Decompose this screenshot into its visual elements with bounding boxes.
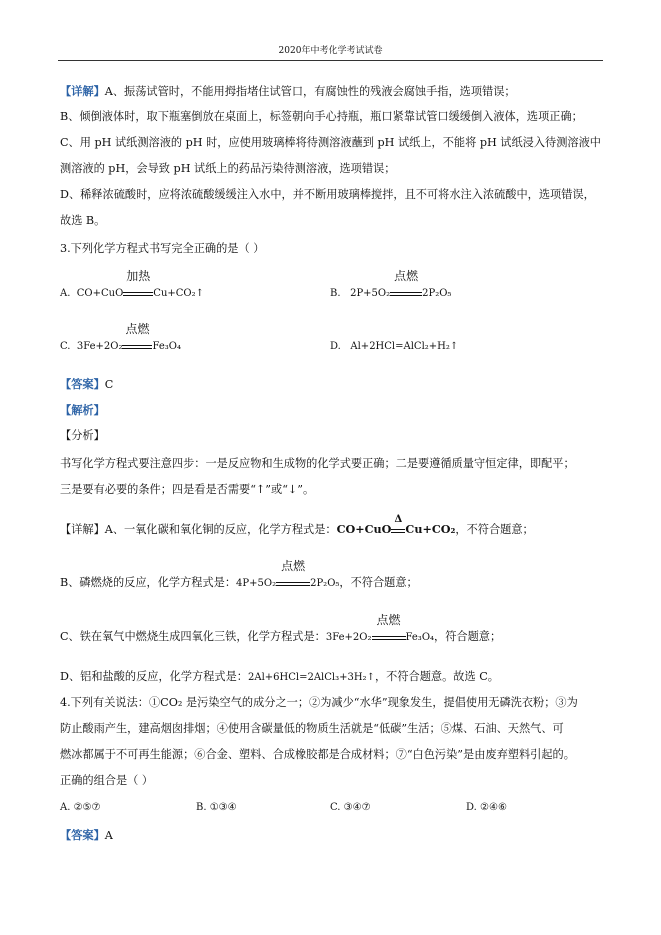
q2-detail-c1: C、用 pH 试纸测溶液的 pH 时，应使用玻璃棒将待测溶液蘸到 pH 试纸上，不能将 pH 试纸浸入待测溶液中: [60, 136, 601, 149]
q4-stem-4: 正确的组合是（ ）: [60, 774, 154, 787]
equation-text: 2Al+6HCl=2AlCl₃+3H₂↑: [247, 672, 375, 683]
detail-d-post: ，不符合题意。故选 C。: [374, 670, 499, 683]
q4-answer: [60, 822, 605, 849]
detail-d-text: D、铝和盐酸的反应，化学方程式是：: [60, 670, 248, 683]
q3-fenxi-label: [60, 423, 605, 449]
q2-detail-a-text: A、振荡试管时，不能用拇指堵住试管口，有腐蚀性的残液会腐蚀手指，选项错误；: [104, 85, 516, 98]
q4-stem-1: 4.下列有关说法：①CO₂ 是污染空气的成分之一；②为减少“水华”现象发生，提倡使用无磷洗衣粉；③为: [60, 696, 578, 709]
q3-answer: [60, 371, 605, 398]
reaction-arrow: [276, 559, 310, 597]
fenxi-label: 【分析】: [60, 429, 105, 442]
q4-option-b: B. ①③④: [196, 802, 237, 813]
equation-rhs: Fe₃O₄: [405, 632, 435, 643]
option-label: D.: [330, 341, 341, 352]
equation-lhs: CO+CuO: [76, 288, 124, 299]
equation-rhs: 2P₂O₅: [310, 578, 340, 589]
detail-b-post: ，不符合题意；: [339, 576, 418, 589]
q2-detail-d1: D、稀释浓硫酸时，应将浓硫酸缓缓注入水中，并不断用玻璃棒搅拌，且不可将水注入浓硫酸中，选项错误，: [60, 188, 595, 201]
answer-label: 【答案】: [60, 377, 105, 391]
q3-option-d: [330, 339, 458, 355]
analysis-label: 【解析】: [60, 403, 105, 417]
q3-option-a: [60, 269, 205, 302]
q2-detail-c2: 测溶液的 pH，会导致 pH 试纸上的药品污染待测溶液，选项错误；: [60, 162, 396, 175]
q3-option-c: [60, 322, 181, 355]
reaction-condition: 加热: [126, 269, 151, 283]
q3-fenxi-2: 三是要有必要的条件；四是看是否需要“↑”或“↓”。: [60, 483, 315, 496]
reaction-condition: 点燃: [376, 613, 401, 627]
detail-label: 【详解】: [60, 84, 105, 98]
reaction-arrow: [122, 322, 152, 355]
equation-rhs: Cu+CO₂↑: [153, 288, 205, 299]
q4-option-d: D. ②④⑥: [466, 802, 507, 813]
equation-lhs: 3Fe+2O₂: [76, 341, 123, 352]
equation-lhs: 4P+5O₂: [236, 578, 277, 589]
q4-stem-3: 燃冰都属于不可再生能源；⑥合金、塑料、合成橡胶都是合成材料；⑦“白色污染”是由废弃塑料引起的。: [60, 748, 575, 761]
option-label: A.: [60, 288, 71, 299]
answer-label: 【答案】: [60, 828, 105, 842]
detail-c-text: C、铁在氧气中燃烧生成四氧化三铁，化学方程式是：: [60, 630, 326, 643]
q3-option-b: [330, 269, 452, 302]
equation-text: Al+2HCl=AlCl₂+H₂↑: [350, 341, 459, 352]
q2-detail-d2: 故选 B。: [60, 214, 106, 227]
equation-lhs: 3Fe+2O₂: [325, 632, 372, 643]
q2-detail-b: B、倾倒液体时，取下瓶塞倒放在桌面上，标签朝向手心持瓶，瓶口紧靠试管口缓缓倒入液体，选项正确；: [60, 110, 583, 123]
equation-lhs: 2P+5O₂: [350, 288, 391, 299]
answer-value: A: [104, 829, 113, 842]
q3-detail-d: [60, 664, 605, 691]
page-header-title: 2020年中考化学考试试卷: [278, 46, 383, 56]
q4-option-c: C. ③④⑦: [330, 802, 371, 813]
reaction-arrow: [372, 613, 406, 651]
reaction-condition: 点燃: [281, 559, 306, 573]
detail-c-post: ，符合题意；: [434, 630, 502, 643]
header-divider: [58, 60, 603, 61]
reaction-arrow: [123, 269, 153, 302]
q4-stem-2: 防止酸雨产生，建高烟囱排烟；④使用含碳量低的物质生活就是“低碳”生活；⑤煤、石油、天然气、可: [60, 722, 564, 735]
reaction-arrow: [390, 269, 422, 302]
reaction-condition: 点燃: [125, 322, 150, 336]
detail-label: 【详解】: [60, 523, 105, 536]
equation-rhs: 2P₂O₅: [422, 288, 452, 299]
detail-b-text: B、磷燃烧的反应，化学方程式是：: [60, 576, 237, 589]
reaction-condition: Δ: [394, 514, 403, 525]
q2-detail-a: [60, 78, 605, 105]
detail-a-text: A、一氧化碳和氧化铜的反应，化学方程式是：: [104, 523, 337, 536]
option-label: C.: [60, 341, 71, 352]
q3-detail-c: [60, 613, 605, 651]
q3-detail-b: [60, 559, 605, 597]
equation-lhs: CO+CuO: [336, 522, 392, 536]
reaction-arrow: [391, 514, 405, 543]
q3-detail-a: [60, 516, 605, 543]
option-label: B.: [330, 288, 341, 299]
answer-value: C: [104, 378, 114, 391]
equation-rhs: Fe₃O₄: [152, 341, 181, 352]
q4-option-a: A. ②⑤⑦: [60, 802, 101, 813]
equation-rhs: Cu+CO₂: [405, 522, 456, 536]
q3-fenxi-1: 书写化学方程式要注意四步：一是反应物和生成物的化学式要正确；二是要遵循质量守恒定律，即配平；: [60, 457, 575, 470]
detail-a-post: ，不符合题意；: [455, 523, 534, 536]
q3-analysis-label: [60, 397, 605, 424]
reaction-condition: 点燃: [394, 269, 419, 283]
q3-stem: 3.下列化学方程式书写完全正确的是（ ）: [60, 242, 265, 255]
